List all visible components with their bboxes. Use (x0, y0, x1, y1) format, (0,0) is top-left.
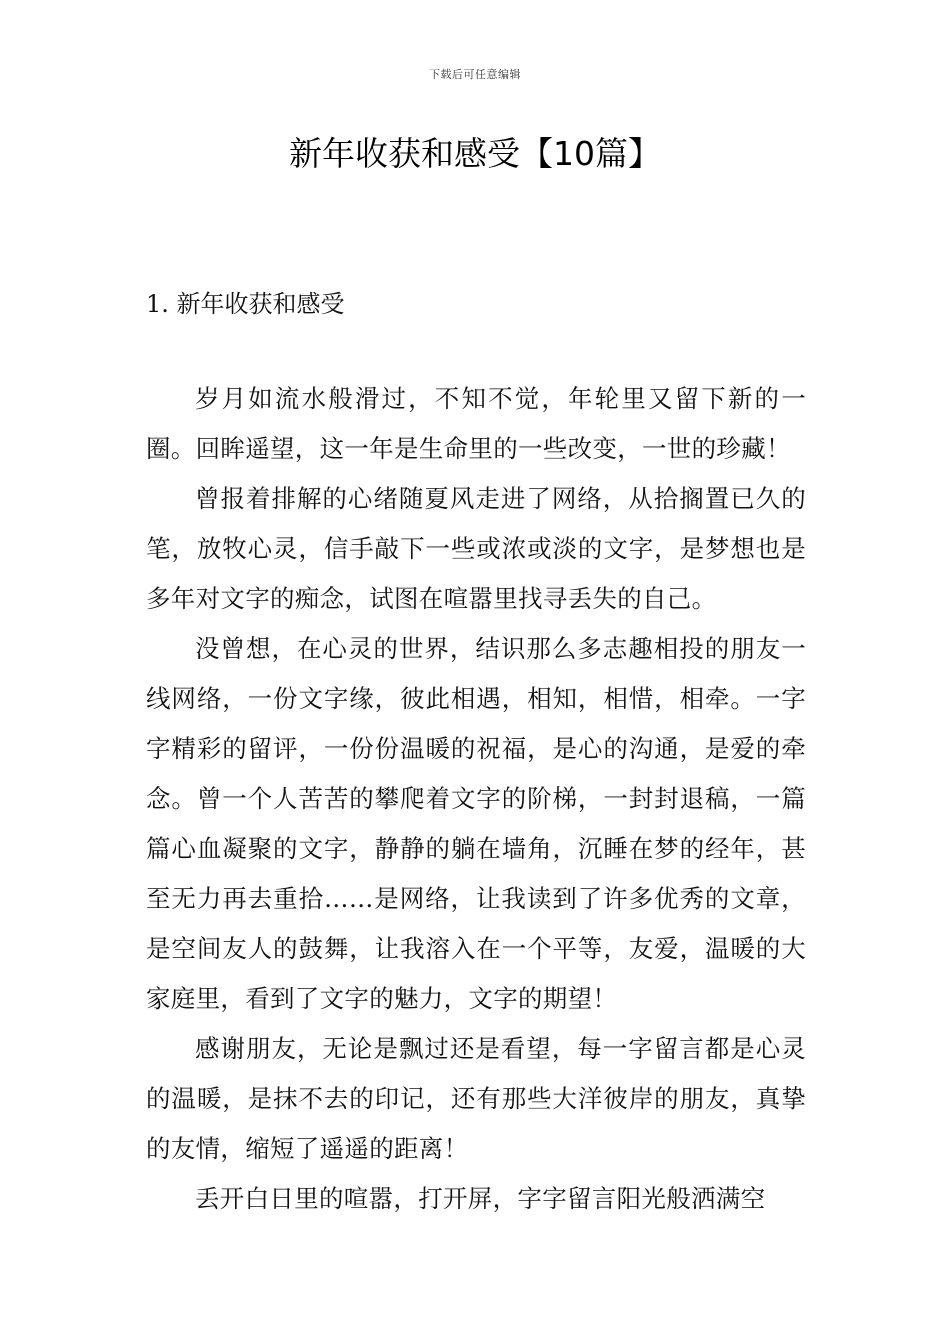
paragraph: 曾报着排解的心绪随夏风走进了网络，从拾搁置已久的笔，放牧心灵，信手敲下一些或浓或淡的文字，是梦想也是多年对文字的痴念，试图在喧嚣里找寻丢失的自己。 (146, 484, 806, 613)
paragraph: 感谢朋友，无论是飘过还是看望，每一字留言都是心灵的温暖，是抹不去的印记，还有那些大洋彼岸的朋友，真挚的友情，缩短了遥遥的距离！ (146, 1034, 806, 1163)
paragraph: 岁月如流水般滑过，不知不觉，年轮里又留下新的一圈。回眸遥望，这一年是生命里的一些改变，一世的珍藏！ (146, 384, 806, 463)
section-heading: 1. 新年收获和感受 (146, 290, 345, 318)
document-body (146, 374, 806, 1224)
document-title: 新年收获和感受【10篇】 (289, 134, 661, 173)
page-header-note: 下载后可任意编辑 (429, 68, 521, 81)
paragraph: 没曾想，在心灵的世界，结识那么多志趣相投的朋友一线网络，一份文字缘，彼此相遇，相知，相惜，相牵。一字字精彩的留评，一份份温暖的祝福，是心的沟通，是爱的牵念。曾一个人苦苦的攀爬着文字的阶梯，一封封退稿，一篇篇心血凝聚的文字，静静的躺在墙角，沉睡在梦的经年，甚至无力再去重拾……是网络，让我读到了许多优秀的文章，是空间友人的鼓舞，让我溶入在一个平等，友爱，温暖的大家庭里，看到了文字的魅力，文字的期望！ (146, 634, 806, 1013)
paragraph: 丢开白日里的喧嚣，打开屏，字字留言阳光般洒满空 (195, 1184, 766, 1213)
